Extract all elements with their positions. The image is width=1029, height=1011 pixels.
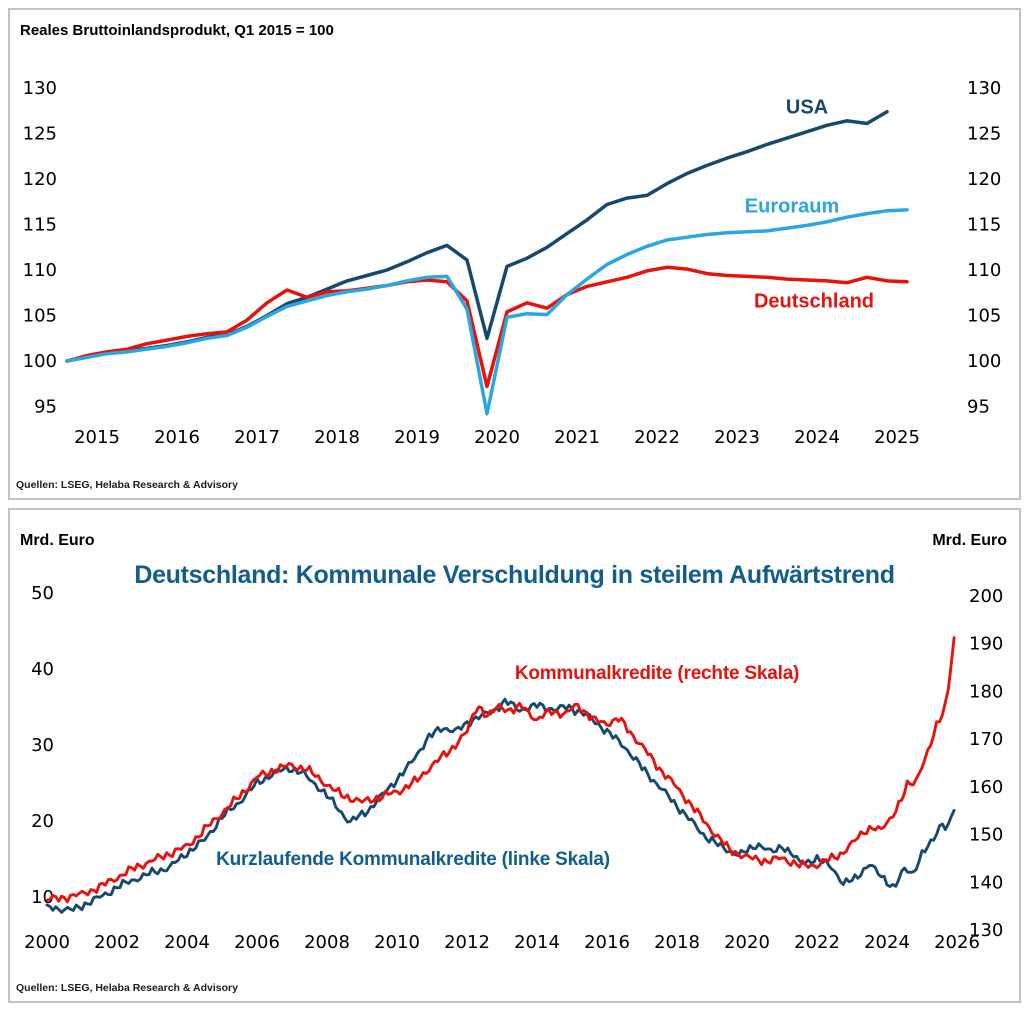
right-axis-unit-label: Mrd. Euro bbox=[932, 532, 1007, 549]
x-axis-tick: 2010 bbox=[374, 932, 420, 953]
y-axis-tick-right: 120 bbox=[967, 169, 1002, 190]
x-axis-tick: 2002 bbox=[94, 932, 140, 953]
y-axis-tick-left: 130 bbox=[22, 78, 57, 99]
x-axis-tick: 2024 bbox=[864, 932, 910, 953]
y-axis-tick-left: 40 bbox=[31, 659, 54, 680]
chart-title: Reales Bruttoinlandsprodukt, Q1 2015 = 100 bbox=[20, 22, 334, 39]
x-axis-tick: 2012 bbox=[444, 932, 490, 953]
series-label-euroraum: Euroraum bbox=[744, 195, 840, 218]
y-axis-tick-right: 130 bbox=[967, 78, 1002, 99]
y-axis-tick-right: 170 bbox=[969, 729, 1004, 750]
chart-title: Deutschland: Kommunale Verschuldung in steilem Aufwärtstrend bbox=[134, 561, 895, 589]
gdp-index-chart-panel bbox=[8, 8, 1021, 500]
x-axis-tick: 2024 bbox=[794, 427, 840, 448]
y-axis-tick-right: 130 bbox=[969, 920, 1004, 941]
x-axis-tick: 2008 bbox=[304, 932, 350, 953]
y-axis-tick-right: 140 bbox=[969, 872, 1004, 894]
y-axis-tick-right: 180 bbox=[969, 681, 1004, 703]
y-axis-tick-right: 150 bbox=[969, 824, 1004, 846]
series-label-deutschland: Deutschland bbox=[753, 290, 875, 313]
x-axis-tick: 2022 bbox=[794, 932, 840, 953]
y-axis-tick-right: 105 bbox=[967, 305, 1002, 327]
y-axis-tick-right: 200 bbox=[969, 585, 1004, 607]
line-usa bbox=[67, 112, 887, 361]
x-axis-tick: 2025 bbox=[874, 427, 920, 448]
y-axis-tick-left: 95 bbox=[34, 396, 57, 418]
x-axis-tick: 2014 bbox=[514, 932, 560, 953]
y-axis-tick-left: 100 bbox=[22, 351, 57, 372]
x-axis-tick: 2015 bbox=[74, 427, 120, 448]
x-axis-tick: 2021 bbox=[554, 427, 600, 448]
line-deutschland bbox=[67, 267, 907, 386]
x-axis-tick: 2018 bbox=[654, 932, 700, 953]
municipal-debt-chart-panel bbox=[8, 508, 1021, 1003]
x-axis-tick: 2022 bbox=[634, 427, 680, 448]
left-axis-unit-label: Mrd. Euro bbox=[20, 532, 95, 549]
y-axis-tick-right: 95 bbox=[967, 396, 990, 418]
series-label-kurzlaufende-kommunalkredite: Kurzlaufende Kommunalkredite (linke Skala) bbox=[216, 849, 610, 870]
x-axis-tick: 2020 bbox=[724, 932, 770, 953]
y-axis-tick-left: 10 bbox=[31, 887, 54, 908]
x-axis-tick: 2004 bbox=[164, 932, 210, 953]
series-label-kommunalkredite: Kommunalkredite (rechte Skala) bbox=[514, 663, 800, 684]
y-axis-tick-left: 20 bbox=[31, 811, 54, 832]
y-axis-tick-right: 115 bbox=[967, 214, 1002, 236]
x-axis-tick: 2023 bbox=[714, 427, 760, 448]
gdp-chart-plot bbox=[10, 10, 1019, 498]
y-axis-tick-left: 30 bbox=[31, 735, 54, 756]
y-axis-tick-left: 120 bbox=[22, 169, 57, 190]
municipal-debt-chart-plot bbox=[10, 510, 1019, 1001]
x-axis-tick: 2016 bbox=[584, 932, 630, 953]
x-axis-tick: 2017 bbox=[234, 427, 280, 448]
source-note: Quellen: LSEG, Helaba Research & Advisory bbox=[16, 982, 238, 994]
x-axis-tick: 2019 bbox=[394, 427, 440, 448]
x-axis-tick: 2016 bbox=[154, 427, 200, 448]
x-axis-tick: 2000 bbox=[24, 932, 70, 953]
y-axis-tick-right: 100 bbox=[967, 351, 1002, 372]
x-axis-tick: 2026 bbox=[934, 932, 980, 953]
source-note: Quellen: LSEG, Helaba Research & Advisory bbox=[16, 479, 238, 491]
x-axis-tick: 2018 bbox=[314, 427, 360, 448]
y-axis-tick-right: 190 bbox=[969, 633, 1004, 655]
x-axis-tick: 2020 bbox=[474, 427, 520, 448]
line-kurzlaufende-kommunalkredite-linke-skala- bbox=[47, 699, 954, 912]
y-axis-tick-right: 125 bbox=[967, 123, 1002, 145]
y-axis-tick-left: 125 bbox=[22, 123, 57, 145]
series-label-usa: USA bbox=[785, 96, 829, 119]
y-axis-tick-right: 110 bbox=[967, 260, 1002, 281]
y-axis-tick-left: 115 bbox=[22, 214, 57, 236]
y-axis-tick-left: 50 bbox=[31, 583, 54, 604]
x-axis-tick: 2006 bbox=[234, 932, 280, 953]
y-axis-tick-left: 105 bbox=[22, 305, 57, 327]
y-axis-tick-left: 110 bbox=[22, 260, 57, 281]
y-axis-tick-right: 160 bbox=[969, 776, 1004, 798]
